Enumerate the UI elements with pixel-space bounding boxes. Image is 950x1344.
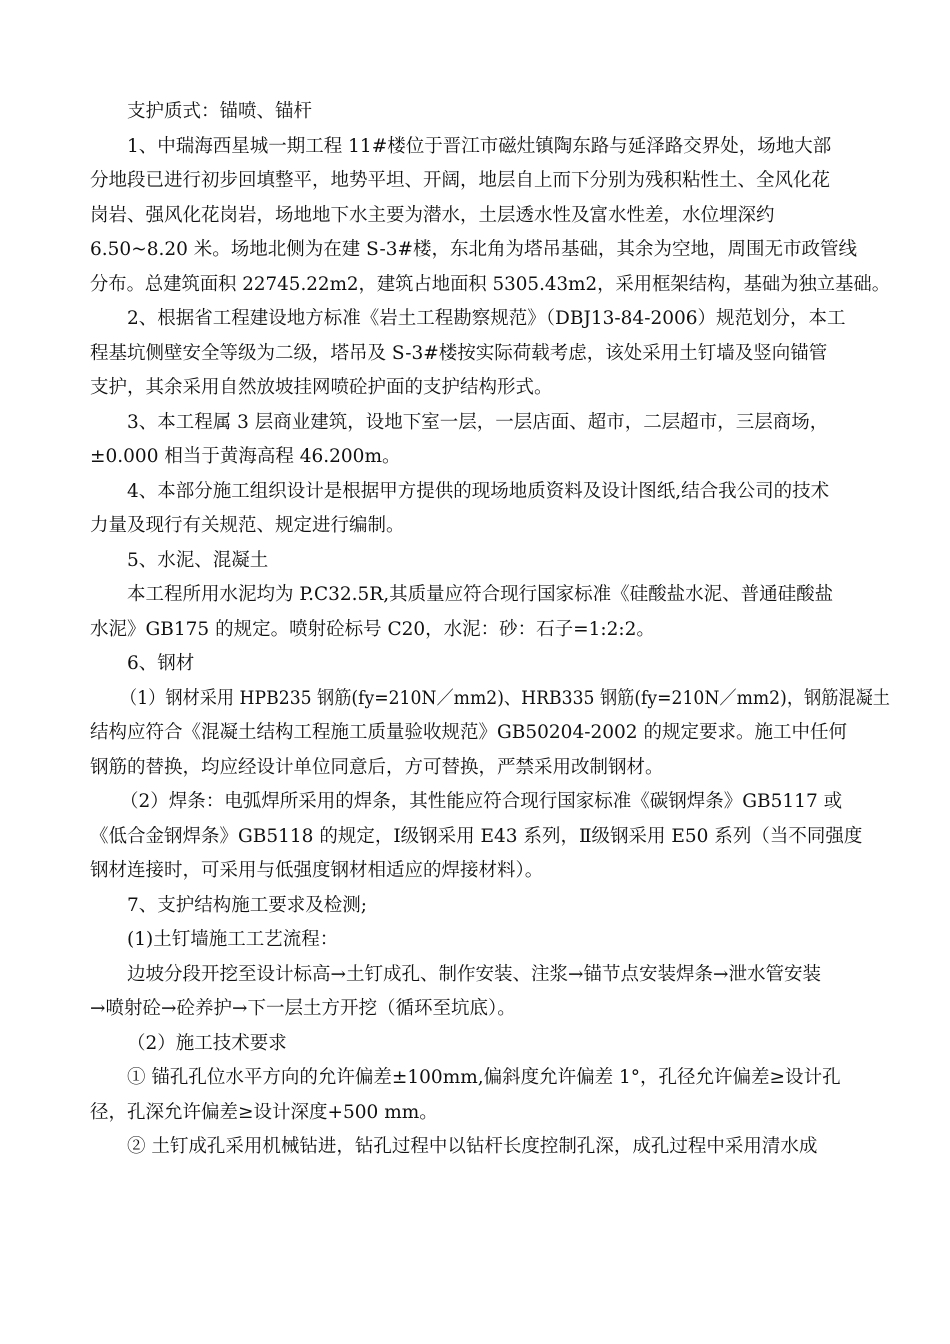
text-line: ② 土钉成孔采用机械钻进，钻孔过程中以钻杆长度控制孔深，成孔过程中采用清水成 (127, 1136, 818, 1157)
text-line: 《低合金钢焊条》GB5118 的规定，Ⅰ级钢采用 E43 系列，Ⅱ级钢采用 E50 系列（当不同强度 (90, 825, 863, 847)
text-line: 钢材连接时，可采用与低强度钢材相适应的焊接材料）。 (90, 860, 544, 881)
text-line: 本工程所用水泥均为 P.C32.5R,其质量应符合现行国家标准《硅酸盐水泥、普通硅酸盐 (127, 584, 834, 605)
text-line: 支护，其余采用自然放坡挂网喷砼护面的支护结构形式。 (90, 377, 553, 398)
text-line: 3、本工程属 3 层商业建筑，设地下室一层，一层店面、超市，二层超市，三层商场， (127, 411, 829, 433)
text-line: 径，孔深允许偏差≥设计深度+500 mm。 (90, 1101, 438, 1123)
text-line: (1)土钉墙施工工艺流程： (127, 929, 339, 950)
text-line: （2）焊条：电弧焊所采用的焊条，其性能应符合现行国家标准《碳钢焊条》GB5117 或 (120, 791, 843, 812)
text-line: （1）钢材采用 HPB235 钢筋(fy=210N／mm2)、HRB335 钢筋(fy=210N／mm2)，钢筋混凝土 (120, 687, 890, 709)
text-line: ① 锚孔孔位水平方向的允许偏差±100mm,偏斜度允许偏差 1°，孔径允许偏差≥设计孔 (127, 1067, 841, 1088)
text-line: 6、钢材 (127, 653, 195, 674)
text-line: 结构应符合《混凝土结构工程施工质量验收规范》GB50204-2002 的规定要求。施工中任何 (90, 722, 847, 743)
document-body (90, 95, 890, 1165)
text-line: ±0.000 相当于黄海高程 46.200m。 (90, 446, 401, 467)
text-line: 5、水泥、混凝土 (127, 549, 269, 571)
text-line: 力量及现行有关规范、规定进行编制。 (90, 515, 405, 536)
text-line: 分布。总建筑面积 22745.22m2，建筑占地面积 5305.43m2，采用框架结构，基础为独立基础。 (90, 273, 891, 295)
text-line: 边坡分段开挖至设计标高→土钉成孔、制作安装、注浆→锚节点安装焊条→泄水管安装 (127, 963, 822, 985)
text-line: 岗岩、强风化花岗岩，场地地下水主要为潜水，土层透水性及富水性差，水位埋深约 (90, 204, 775, 226)
text-line: 分地段已进行初步回填整平，地势平坦、开阔，地层自上而下分别为残积粘性土、全风化花 (90, 170, 831, 191)
text-line: 程基坑侧壁安全等级为二级，塔吊及 S-3#楼按实际荷载考虑，该处采用土钉墙及竖向锚管 (90, 342, 828, 364)
text-line: 支护质式：锚喷、锚杆 (127, 101, 313, 122)
text-line: 钢筋的替换，均应经设计单位同意后，方可替换，严禁采用改制钢材。 (90, 756, 664, 778)
text-line: 2、根据省工程建设地方标准《岩土工程勘察规范》（DBJ13-84-2006）规范划分，本工 (127, 308, 846, 329)
text-line: 4、本部分施工组织设计是根据甲方提供的现场地质资料及设计图纸,结合我公司的技术 (127, 480, 830, 502)
text-line: 6.50~8.20 米。场地北侧为在建 S-3#楼，东北角为塔吊基础，其余为空地，周围无市政管线 (90, 239, 858, 260)
text-line: 1、中瑞海西星城一期工程 11#楼位于晋江市磁灶镇陶东路与延泽路交界处，场地大部 (127, 135, 832, 157)
text-line: 7、支护结构施工要求及检测; (127, 894, 368, 916)
text-line: 水泥》GB175 的规定。喷射砼标号 C20，水泥：砂：石子=1:2:2。 (90, 618, 655, 640)
text-line: →喷射砼→砼养护→下一层土方开挖（循环至坑底）。 (90, 998, 516, 1019)
text-line: （2）施工技术要求 (127, 1032, 287, 1054)
